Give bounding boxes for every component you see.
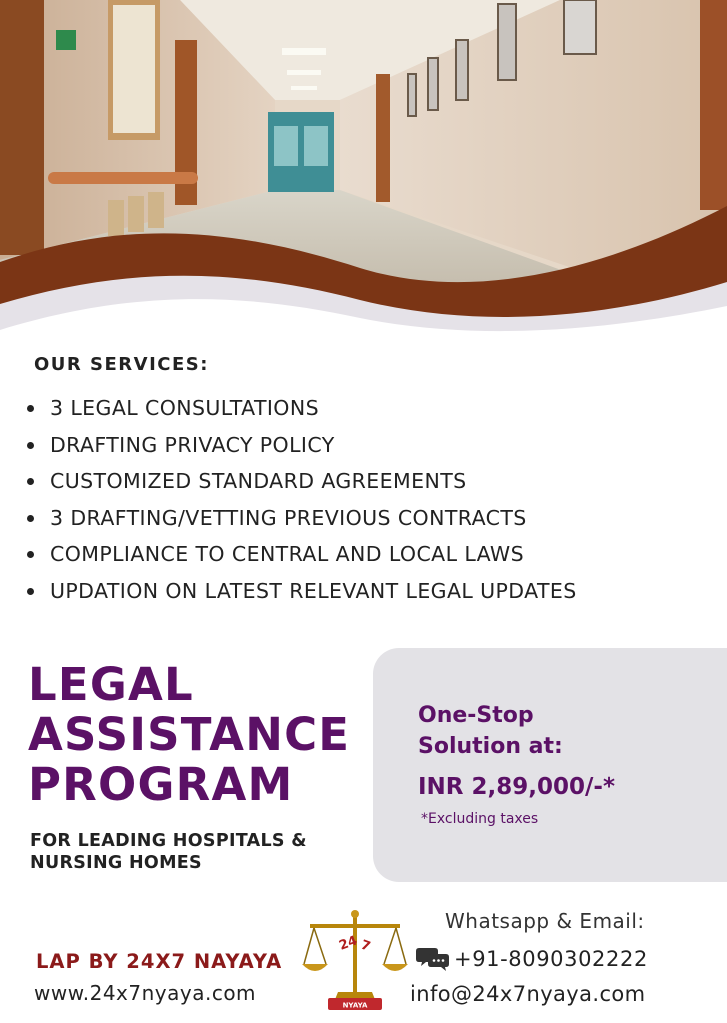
services-list (24, 392, 577, 612)
price-box (373, 648, 727, 882)
price-lead-line: Solution at: (418, 734, 563, 759)
program-subtitle-line: FOR LEADING HOSPITALS & (30, 831, 307, 851)
program-title-line: PROGRAM (28, 758, 294, 811)
list-item: 3 LEGAL CONSULTATIONS (24, 392, 577, 429)
list-item: COMPLIANCE TO CENTRAL AND LOCAL LAWS (24, 538, 577, 575)
list-item: 3 DRAFTING/VETTING PREVIOUS CONTRACTS (24, 502, 577, 539)
logo-text-7: 7 (358, 937, 373, 955)
phone-number[interactable]: +91-8090302222 (454, 947, 648, 971)
price-lead-line: One-Stop (418, 703, 534, 728)
program-title-line: ASSISTANCE (28, 708, 351, 761)
hero-image (0, 0, 727, 350)
email-address[interactable]: info@24x7nyaya.com (410, 982, 646, 1006)
website-link[interactable]: www.24x7nyaya.com (34, 981, 257, 1005)
brand-name: LAP BY 24X7 NAYAYA (36, 950, 283, 973)
price-amount: INR 2,89,000/-* (418, 774, 615, 800)
program-subtitle-line: NURSING HOMES (30, 853, 202, 873)
contact-label: Whatsapp & Email: (445, 909, 645, 933)
program-title (28, 660, 350, 810)
contact-phone-row (416, 946, 648, 972)
list-item: UPDATION ON LATEST RELEVANT LEGAL UPDATES (24, 575, 577, 612)
chat-bubbles-icon (416, 946, 450, 972)
scales-of-justice-icon (298, 908, 410, 1014)
list-item: DRAFTING PRIVACY POLICY (24, 429, 577, 466)
program-subtitle (30, 830, 307, 874)
services-title: OUR SERVICES: (34, 354, 209, 375)
price-lead (418, 700, 698, 762)
logo-banner: NYAYA (342, 1001, 368, 1010)
logo-text-24: 24 (337, 933, 360, 954)
price-note: *Excluding taxes (421, 811, 539, 827)
list-item: CUSTOMIZED STANDARD AGREEMENTS (24, 465, 577, 502)
program-title-line: LEGAL (28, 658, 194, 711)
